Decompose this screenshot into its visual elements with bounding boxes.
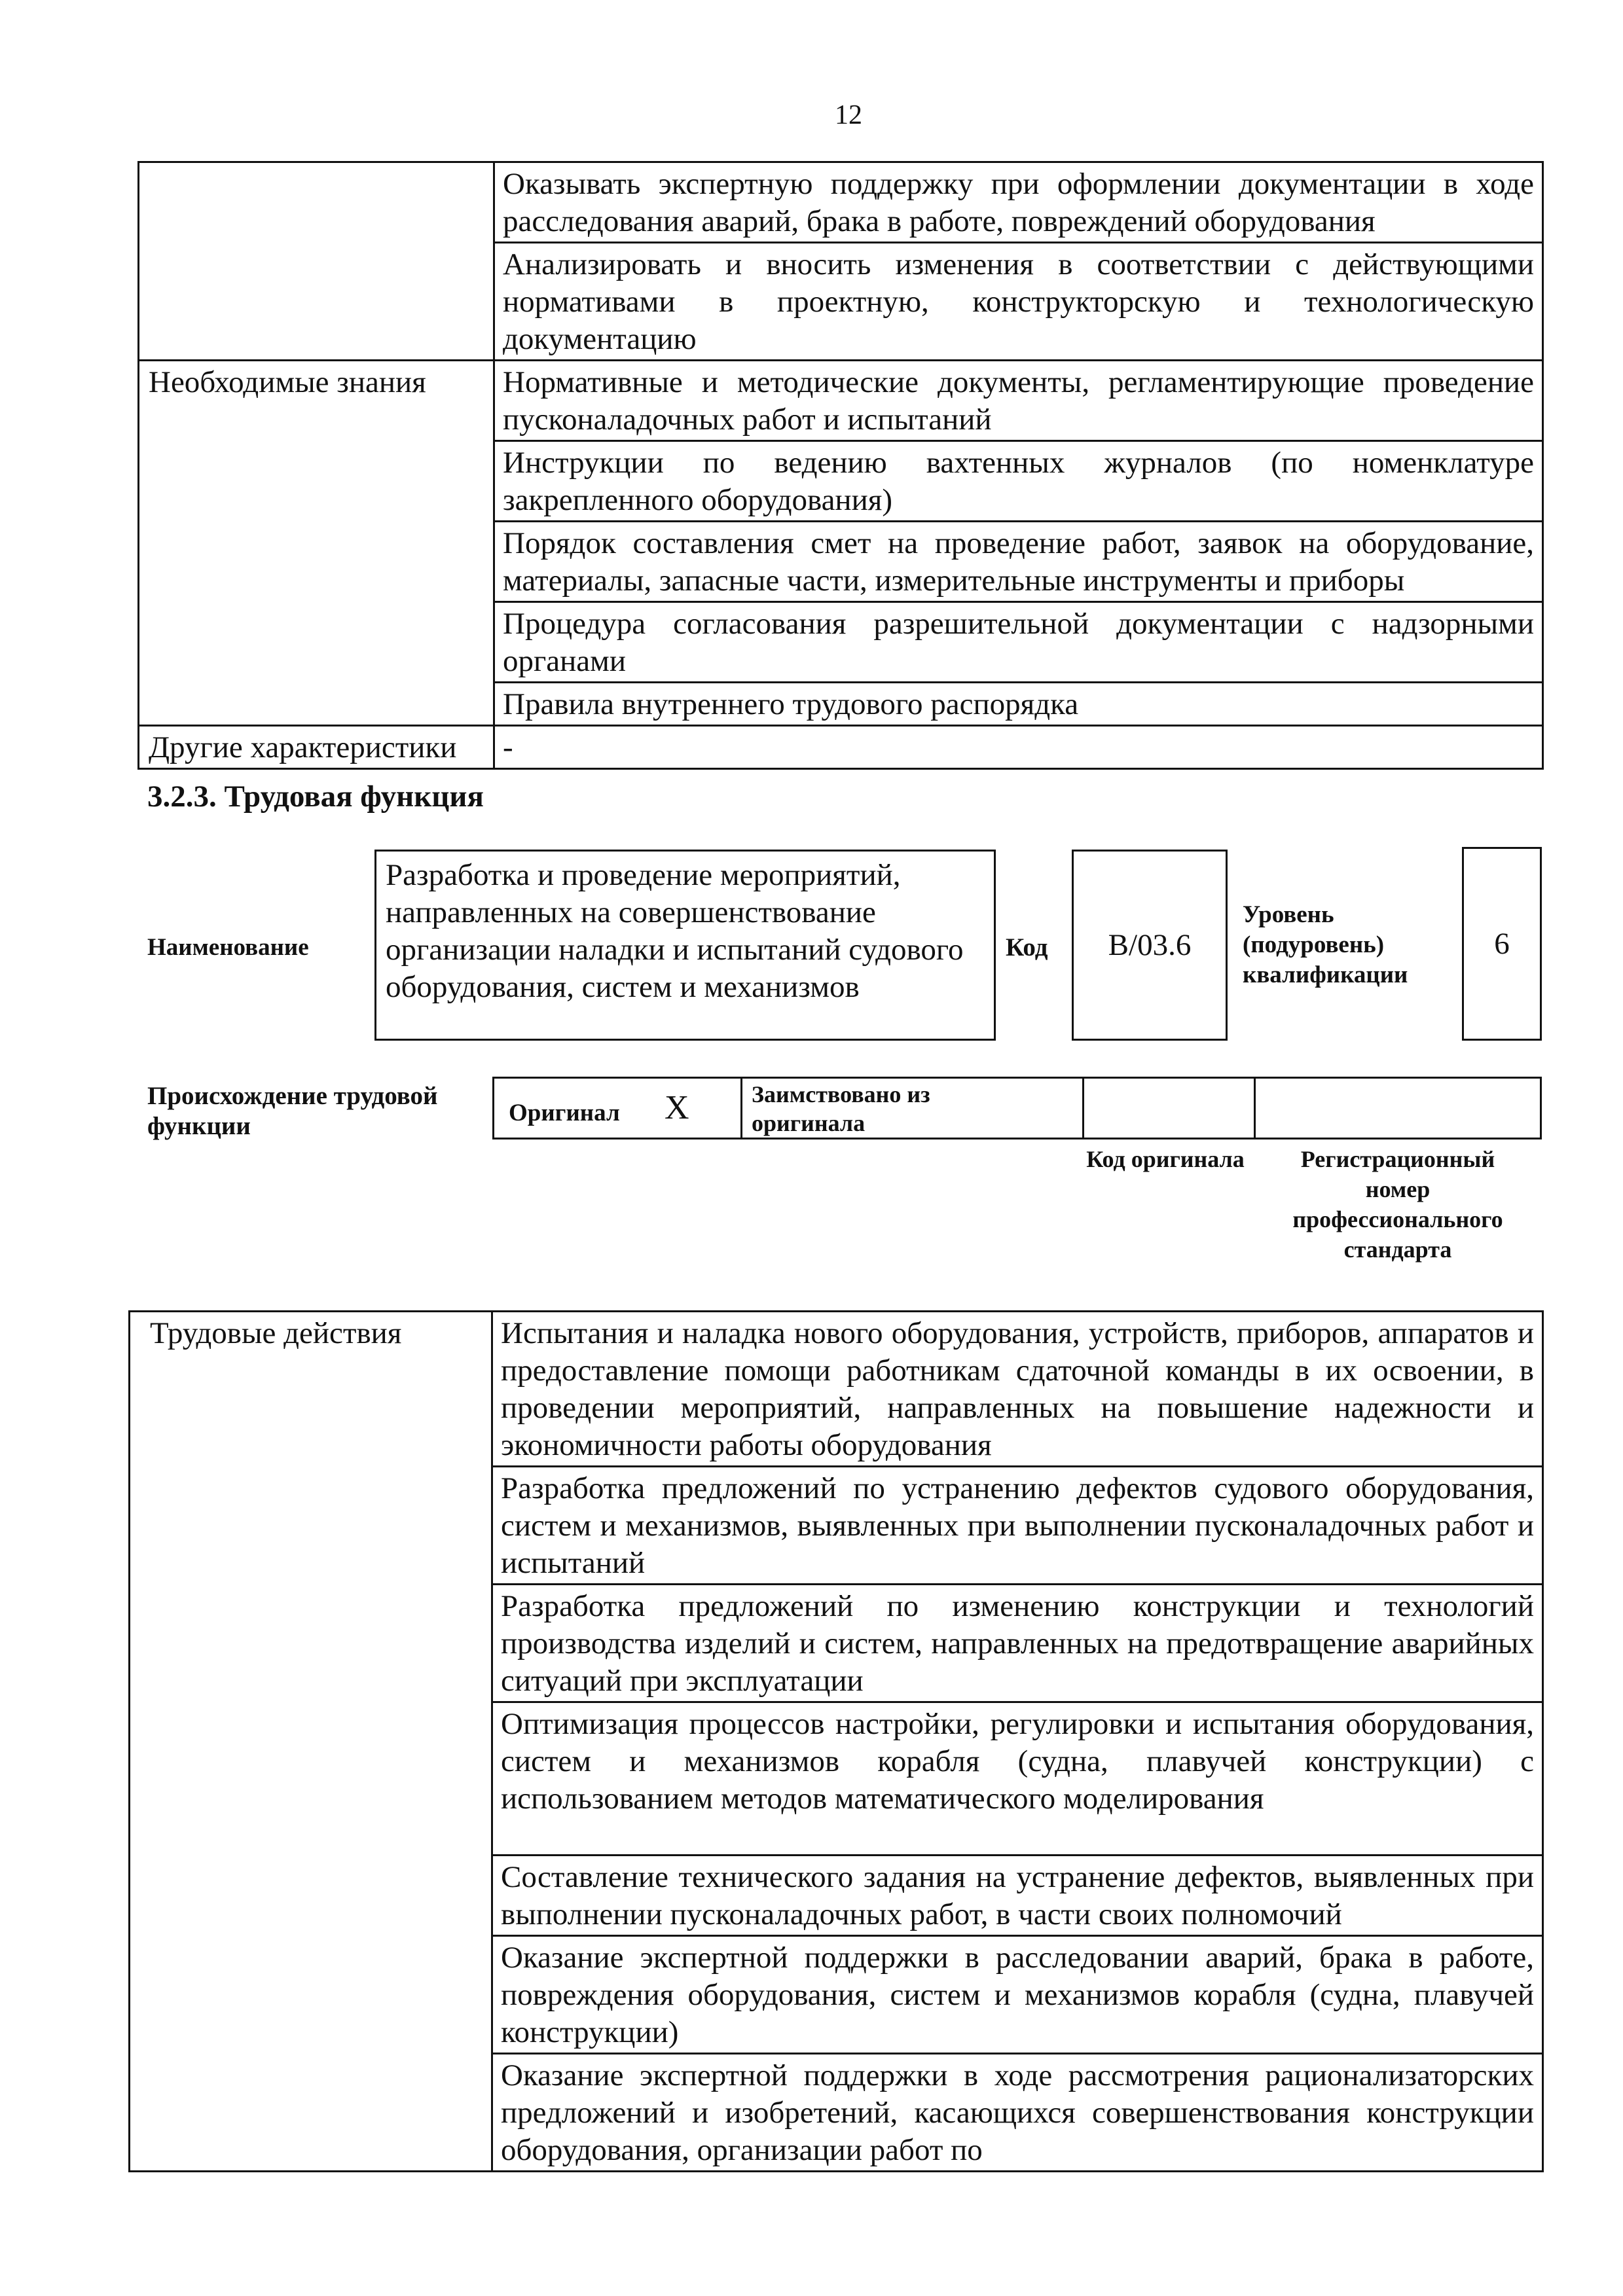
table-cell: Порядок составления смет на проведение работ, заявок на оборудование, материалы, запасные части, измерительные инструменты и приборы	[494, 522, 1543, 602]
divider	[740, 1079, 742, 1138]
table-label-cell	[139, 162, 494, 361]
divider	[1082, 1079, 1084, 1138]
level-value: 6	[1494, 926, 1510, 961]
table-cell: Оказание экспертной поддержки в ходе рассмотрения рационализаторских предложений и изобретений, касающихся совершенствования конструкции оборудования, организации работ по	[492, 2054, 1543, 2172]
table-cell: Разработка предложений по изменению конструкции и технологий производства изделий и систем, направленных на предотвращение аварийных ситуаций при эксплуатации	[492, 1585, 1543, 1702]
table-cell: Оказание экспертной поддержки в расследовании аварий, брака в работе, повреждения оборудования, систем и механизмов корабля (судна, плавучей конструкции)	[492, 1936, 1543, 2054]
section-heading: 3.2.3. Трудовая функция	[147, 780, 484, 814]
table-cell: Разработка предложений по устранению дефектов судового оборудования, систем и механизмов, выявленных при выполнении пусконаладочных работ и испытаний	[492, 1467, 1543, 1585]
table-cell: Инструкции по ведению вахтенных журналов (по номенклатуре закрепленного оборудования)	[494, 441, 1543, 522]
table-cell: Составление технического задания на устранение дефектов, выявленных при выполнении пусконаладочных работ, в части своих полномочий	[492, 1856, 1543, 1936]
reg-number-caption: Регистрационный номер профессионального стандарта	[1292, 1146, 1503, 1263]
origin-label: Происхождение трудовой функции	[147, 1082, 438, 1140]
original-mark: X	[665, 1089, 689, 1126]
table-row	[130, 1312, 1543, 1467]
borrowed-label: Заимствовано из оригинала	[752, 1081, 930, 1136]
divider	[1254, 1079, 1256, 1138]
name-label: Наименование	[147, 934, 309, 961]
table-cell: Оказывать экспертную поддержку при оформлении документации в ходе расследования аварий, брака в работе, повреждений оборудования	[494, 162, 1543, 243]
function-name-value: Разработка и проведение мероприятий, направленных на совершенствование организации наладки и испытаний судового оборудования, систем и механизмов	[386, 858, 964, 1004]
table-label-cell: Другие характеристики	[139, 726, 494, 769]
code-box	[1072, 850, 1228, 1041]
table-cell: Испытания и наладка нового оборудования, устройств, приборов, аппаратов и предоставление помощи работникам сдаточной команды в их освоении, в проведении мероприятий, направленных на повышение надежности и экономичности работы оборудования	[492, 1312, 1543, 1467]
table-label-cell: Необходимые знания	[139, 361, 494, 726]
level-label: Уровень (подуровень) квалификации	[1243, 901, 1408, 988]
function-name-box	[374, 850, 996, 1041]
table-cell: Процедура согласования разрешительной документации с надзорными органами	[494, 602, 1543, 683]
table-cell: -	[494, 726, 1543, 769]
table-label-cell: Трудовые действия	[130, 1312, 492, 2172]
labor-actions-table	[128, 1310, 1544, 2172]
origin-table	[492, 1077, 1542, 1139]
code-value: B/03.6	[1108, 927, 1192, 962]
table-cell: Правила внутреннего трудового распорядка	[494, 683, 1543, 726]
table-cell: Нормативные и методические документы, регламентирующие проведение пусконаладочных работ и испытаний	[494, 361, 1543, 441]
code-original-caption: Код оригинала	[1086, 1146, 1245, 1172]
requirements-table	[137, 161, 1544, 770]
table-row	[139, 361, 1543, 441]
original-label: Оригинал	[509, 1100, 620, 1126]
page-number: 12	[835, 100, 862, 130]
table-row	[139, 726, 1543, 769]
code-label: Код	[1006, 933, 1048, 961]
level-box	[1462, 847, 1542, 1041]
table-row	[139, 162, 1543, 243]
table-cell: Анализировать и вносить изменения в соответствии с действующими нормативами в проектную, конструкторскую и технологическую документацию	[494, 243, 1543, 361]
table-cell: Оптимизация процессов настройки, регулировки и испытания оборудования, систем и механизмов корабля (судна, плавучей конструкции) с использованием методов математического моделирования	[492, 1702, 1543, 1856]
